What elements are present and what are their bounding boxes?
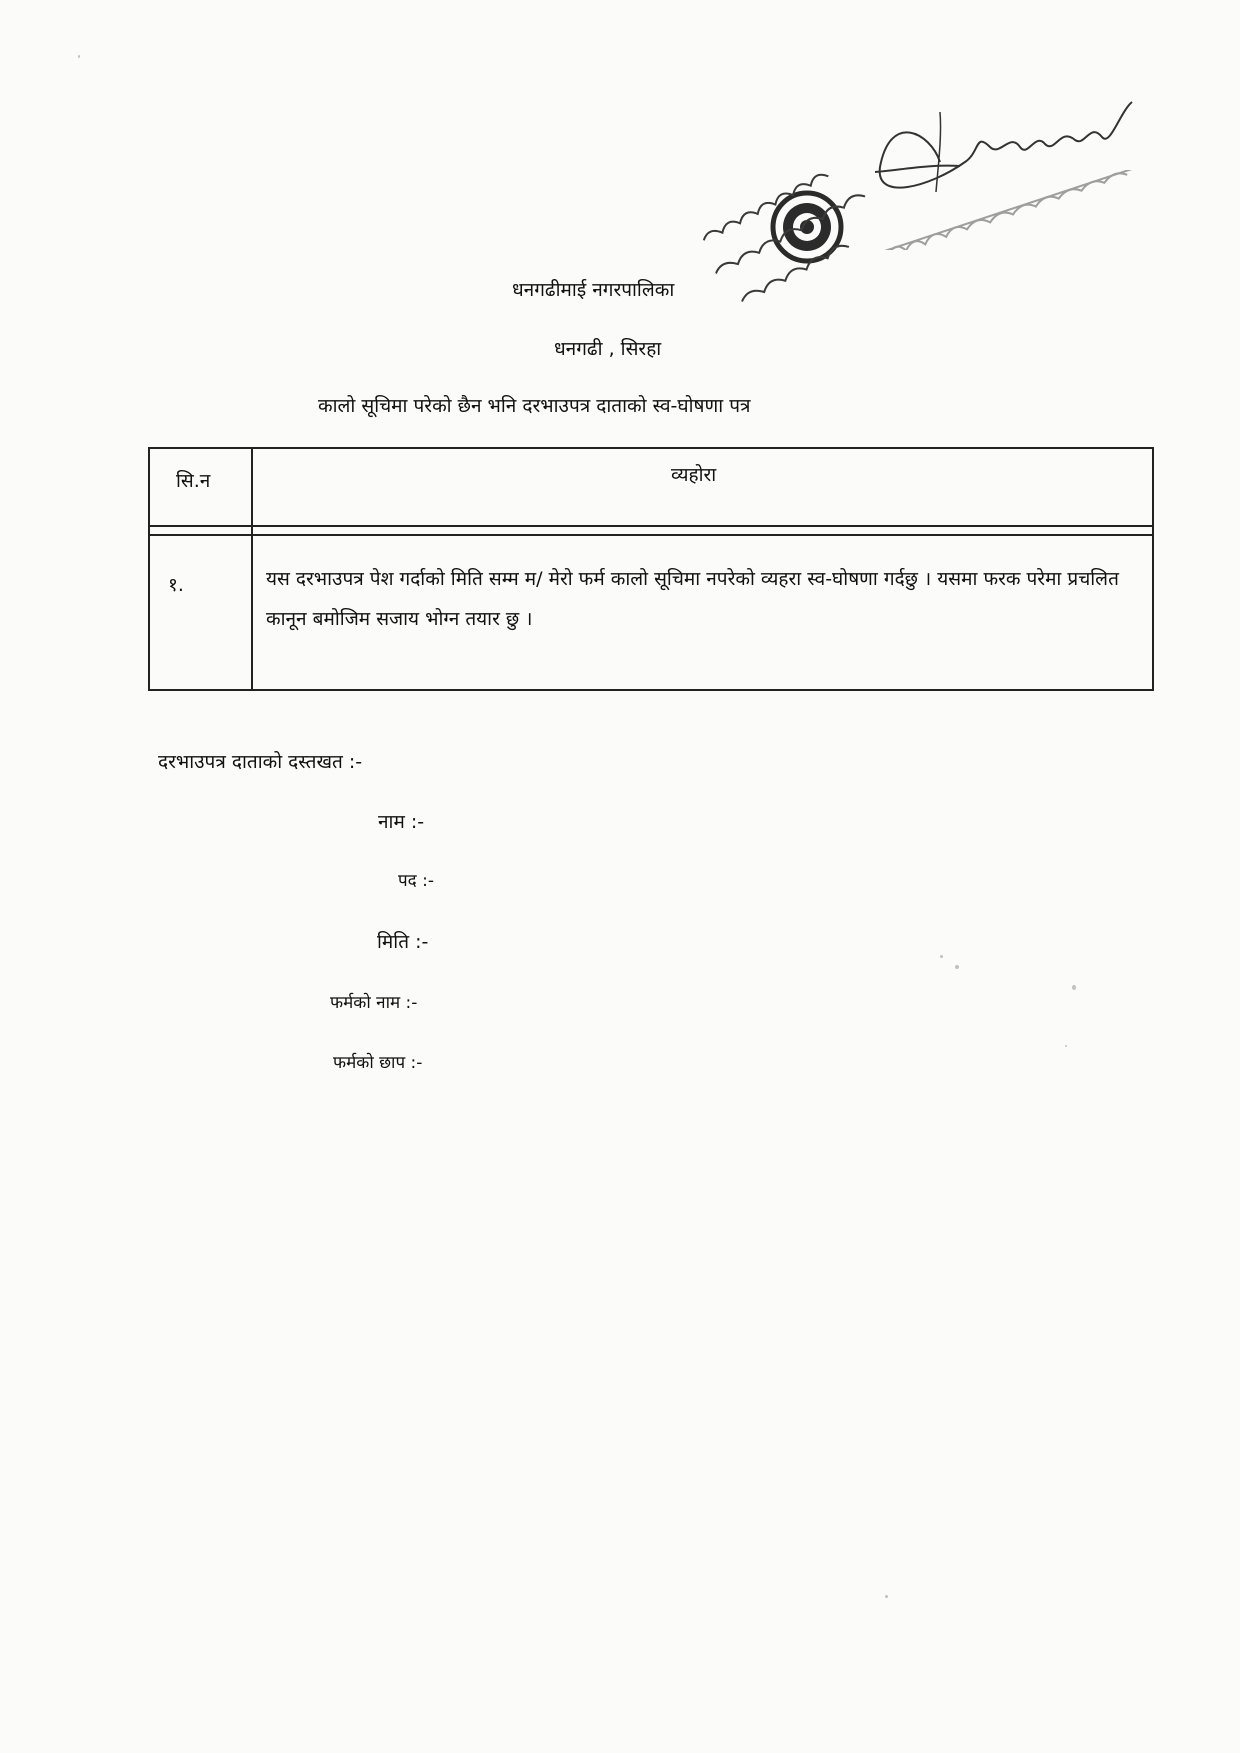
table-row-serial: १. — [168, 574, 184, 596]
scan-speck — [78, 55, 80, 58]
post-label: पद :- — [398, 871, 434, 891]
name-label: नाम :- — [378, 811, 425, 833]
table-row-detail: यस दरभाउपत्र पेश गर्दाको मिति सम्म म/ मेरो फर्म कालो सूचिमा नपरेको व्यहरा स्व-घोषणा गर्दछु । यसमा फरक परेमा प्रचलित कानून बमोजिम सजाय भोग्न तयार छु । — [266, 568, 1119, 630]
scan-speck — [955, 965, 959, 969]
declaration-table — [148, 447, 1154, 691]
scan-speck — [1072, 985, 1076, 990]
scan-speck — [1065, 1045, 1067, 1047]
office-address: धनगढी , सिरहा — [554, 338, 662, 360]
scan-speck — [885, 1595, 888, 1598]
firm-stamp-label: फर्मको छाप :- — [333, 1053, 423, 1073]
office-name: धनगढीमाई नगरपालिका — [512, 279, 675, 301]
firm-name-label: फर्मको नाम :- — [330, 993, 418, 1013]
scan-speck — [940, 955, 943, 958]
column-header-detail: व्यहोरा — [671, 464, 717, 486]
row-divider — [150, 534, 1152, 536]
signature-label: दरभाउपत्र दाताको दस्तखत :- — [158, 751, 363, 773]
row-divider — [150, 525, 1152, 527]
column-header-serial: सि.न — [176, 470, 211, 492]
column-divider — [251, 449, 253, 689]
date-label: मिति :- — [377, 931, 429, 953]
document-title: कालो सूचिमा परेको छैन भनि दरभाउपत्र दाताको स्व-घोषणा पत्र — [318, 395, 751, 417]
